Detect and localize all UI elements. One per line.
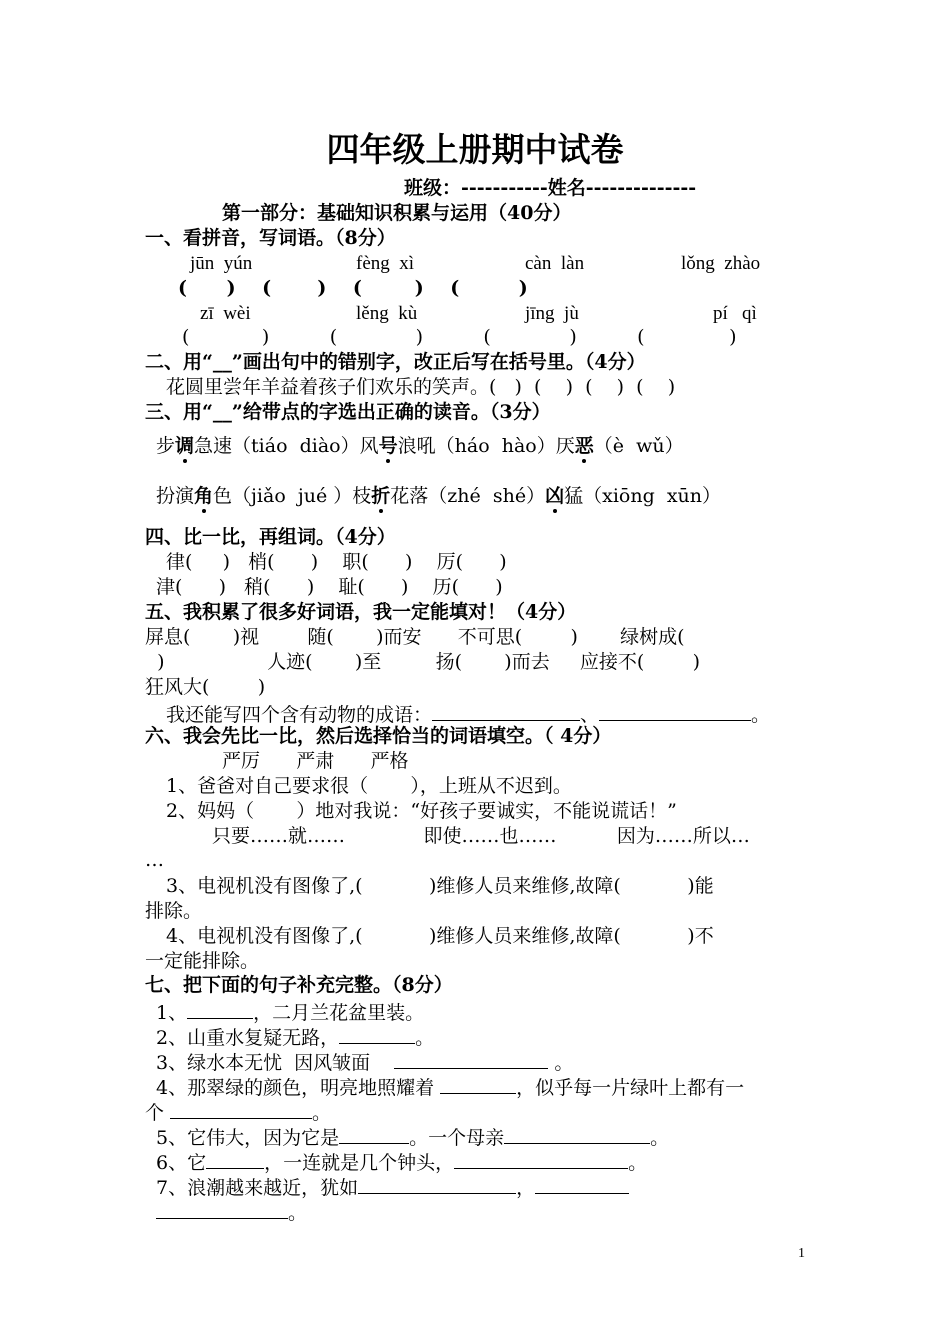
q6-sentence-3-cont: 排除。 — [145, 900, 203, 922]
dotted-char: 角 — [194, 485, 214, 507]
q1-pinyin: pí qì — [713, 303, 757, 324]
q1-pinyin: lěng kù — [356, 303, 418, 324]
q1-answer-brackets: ( ) ( ) ( ) ( ) — [182, 326, 737, 348]
q1-pinyin: fèng xì — [356, 253, 415, 274]
q5-line3: 狂风大( ) — [145, 676, 266, 698]
q4-heading: 四、比一比，再组词。（4分） — [145, 526, 396, 548]
q7-sentence-4: 4、那翠绿的颜色，明亮地照耀着 ，似乎每一片绿叶上都有一 — [156, 1073, 744, 1101]
q6-words-b-wrap: … — [145, 849, 164, 871]
q4-row1: 律( ) 梢( ) 职( ) 厉( ) — [166, 551, 507, 573]
answer-blank — [156, 1198, 288, 1219]
q6-words-b: 只要……就…… 即使……也…… 因为……所以… — [212, 825, 750, 847]
q6-sentence-4-cont: 一定能排除。 — [145, 950, 260, 972]
answer-blank — [535, 1173, 629, 1194]
q7-sentence-4-cont: 个 。 — [145, 1098, 331, 1126]
q1-answer-brackets: ( ) ( ) ( ) ( ) — [178, 277, 528, 299]
q3-heading: 三、用“__”给带点的字选出正确的读音。（3分） — [145, 401, 551, 423]
page-number: 1 — [798, 1246, 805, 1261]
q5-line1: 屏息( )视 随( )而安 不可思( ) 绿树成( — [145, 626, 685, 648]
q6-heading: 六、我会先比一比，然后选择恰当的词语填空。（ 4分） — [145, 725, 612, 747]
q6-sentence-3: 3、电视机没有图像了,( )维修人员来维修,故障( )能 — [166, 875, 714, 897]
q1-pinyin: jūn yún — [190, 253, 253, 274]
answer-blank — [599, 700, 751, 721]
dotted-char: 号 — [378, 435, 398, 457]
q6-sentence-1: 1、爸爸对自己要求很（ ），上班从不迟到。 — [166, 775, 572, 797]
q7-sentence-5: 5、它伟大，因为它是 。一个母亲 。 — [156, 1123, 669, 1151]
q7-sentence-1: 1、 ，二月兰花盆里装。 — [156, 998, 424, 1026]
q5-line4: 我还能写四个含有动物的成语： 、 。 — [166, 700, 770, 728]
page-title: 四年级上册期中试卷 — [326, 130, 624, 169]
q4-row2: 津( ) 稍( ) 耻( ) 历( ) — [156, 576, 503, 598]
answer-blank — [206, 1148, 264, 1169]
answer-blank — [170, 1098, 312, 1119]
answer-blank — [339, 1023, 415, 1044]
q1-pinyin: càn làn — [525, 253, 585, 274]
answer-blank — [440, 1073, 516, 1094]
q6-sentence-2: 2、妈妈（ ）地对我说：“好孩子要诚实，不能说谎话！” — [166, 800, 677, 822]
answer-blank — [394, 1048, 548, 1069]
q3-row2: 扮演角色（jiǎo jué ）枝折花落（zhé shé）凶猛（xiōng xūn） — [156, 485, 722, 507]
dotted-char: 调 — [175, 435, 195, 457]
q5-heading: 五、我积累了很多好词语，我一定能填对！（4分） — [145, 601, 577, 623]
class-name-line: 班级：-----------姓名-------------- — [404, 177, 697, 199]
dotted-char: 折 — [371, 485, 391, 507]
q7-sentence-3: 3、绿水本无忧 因风皱面 。 — [156, 1048, 573, 1076]
q7-heading: 七、把下面的句子补充完整。（8分） — [145, 974, 453, 996]
q7-sentence-2: 2、山重水复疑无路， 。 — [156, 1023, 434, 1051]
part1-heading: 第一部分：基础知识积累与运用（40分） — [222, 202, 572, 224]
q1-pinyin: lǒng zhào — [681, 253, 761, 274]
answer-blank — [432, 700, 580, 721]
q7-sentence-7-cont: 。 — [156, 1198, 307, 1226]
dotted-char: 凶 — [545, 485, 565, 507]
dotted-char: 恶 — [574, 435, 594, 457]
q1-pinyin: jīng jù — [525, 303, 579, 324]
q1-pinyin: zī wèi — [200, 303, 251, 324]
q7-sentence-7: 7、浪潮越来越近，犹如 ， — [156, 1173, 629, 1201]
q7-sentence-6: 6、它 ，一连就是几个钟头， 。 — [156, 1148, 647, 1176]
q5-line2: ) 人迹( )至 扬( )而去 应接不( ) — [145, 651, 701, 673]
q6-sentence-4: 4、电视机没有图像了,( )维修人员来维修,故障( )不 — [166, 925, 714, 947]
q6-words-a: 严厉 严肃 严格 — [222, 750, 409, 772]
answer-blank — [339, 1123, 409, 1144]
answer-blank — [358, 1173, 516, 1194]
q2-heading: 二、用“__”画出句中的错别字，改正后写在括号里。（4分） — [145, 351, 646, 373]
q1-heading: 一、看拼音，写词语。（8分） — [145, 227, 396, 249]
answer-blank — [454, 1148, 628, 1169]
q3-row1: 步调急速（tiáo diào）风号浪吼（háo hào）厌恶（è wǔ） — [156, 435, 684, 457]
answer-blank — [504, 1123, 650, 1144]
answer-blank — [187, 998, 253, 1019]
q2-sentence: 花圆里尝年羊益着孩子们欢乐的笑声。( ) ( ) ( ) ( ) — [166, 376, 676, 398]
